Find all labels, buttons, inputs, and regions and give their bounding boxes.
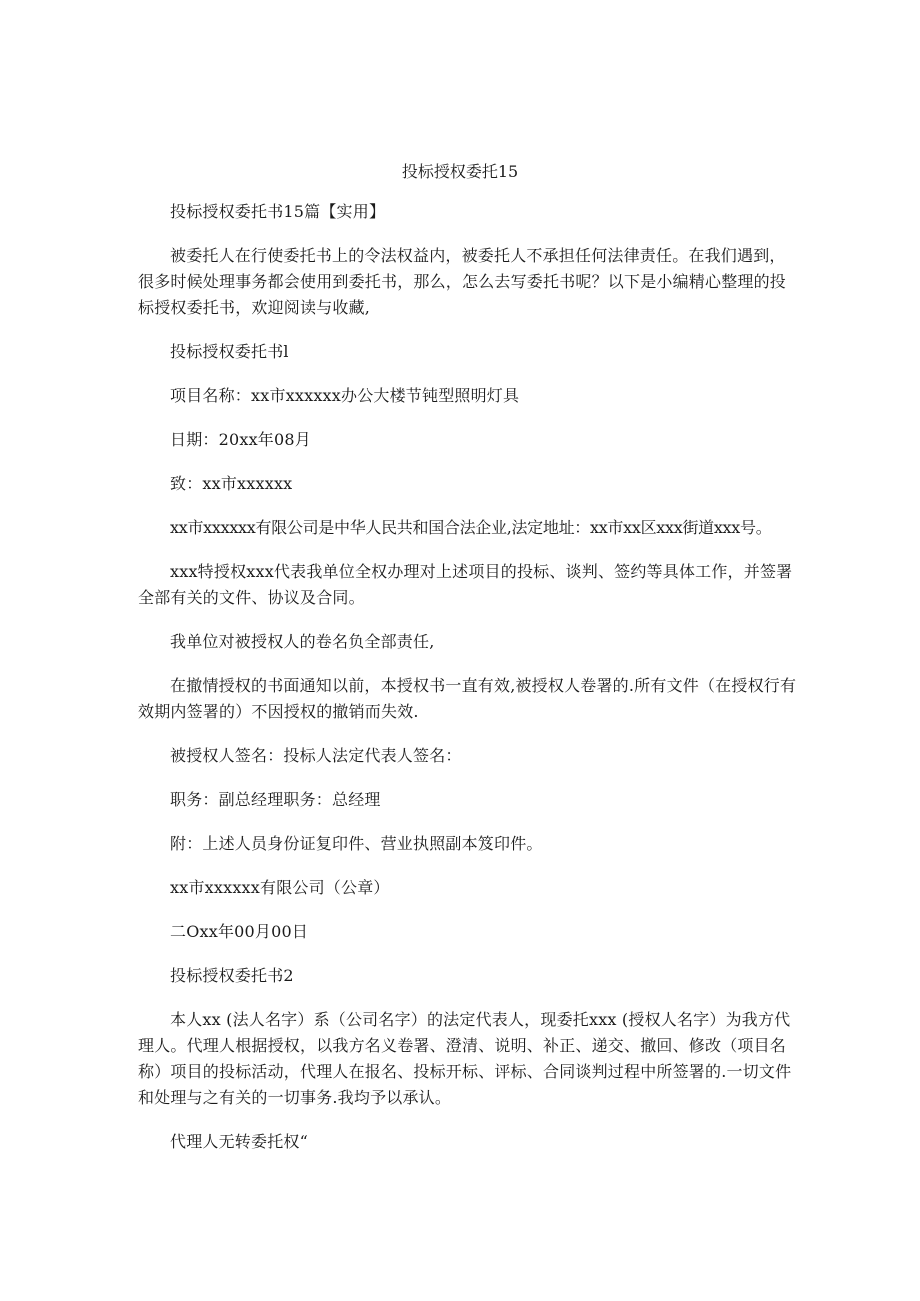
document-body xyxy=(138,199,798,1173)
paragraph-company-address: xx市xxxxxx有限公司是中华人民共和国合法企业,法定地址：xx市xx区xxx街道xxx号。 xyxy=(170,518,772,537)
paragraph-project-name: 项目名称：xx市xxxxxx办公大楼节钝型照明灯具 xyxy=(170,386,520,405)
paragraph-principal-statement: 本人xx (法人名字）系（公司名字）的法定代表人，现委托xxx (授权人名字）为我方代理人。代理人根据授权，以我方名义卷署、澄清、说明、补正、递交、撤回、修改（项目名称）项目的投标活动，代理人在报名、投标开标、评标、合同谈判过程中所签署的.一切文件和处理与之有关的一切事务.我均予以承认。 xyxy=(138,1010,792,1107)
paragraph-no-subdelegation: 代理人无转委托权“ xyxy=(170,1132,308,1151)
paragraph-signatures: 被授权人签名：投标人法定代表人签名： xyxy=(170,746,462,765)
paragraph-company-seal: xx市xxxxxx有限公司（公章） xyxy=(170,878,390,897)
document-title: 投标授权委托15 xyxy=(401,162,519,181)
paragraph-recipient: 致：xx市xxxxxx xyxy=(170,474,293,493)
section-heading-1: 投标授权委托书l xyxy=(170,342,289,361)
paragraph-subtitle: 投标授权委托书15篇【实用】 xyxy=(170,202,386,221)
paragraph-attachments: 附：上述人员身份证复印件、营业执照副本笈印件。 xyxy=(170,834,543,853)
paragraph-authorization: xxx特授权xxx代表我单位全权办理对上述项目的投标、谈判、签约等具体工作，并签署全部有关的文件、协议及合同。 xyxy=(138,562,793,607)
paragraph-positions: 职务：副总经理职务：总经理 xyxy=(170,790,381,809)
paragraph-validity: 在撤情授权的书面通知以前，本授权书一直有效,被授权人卷署的.所有文件（在授权行有效期内签署的）不因授权的撤销而失效. xyxy=(138,676,797,721)
paragraph-date: 日期：20xx年08月 xyxy=(170,430,311,449)
paragraph-intro: 被委托人在行使委托书上的令法权益内，被委托人不承担任何法律责任。在我们遇到，很多时候处理事务都会使用到委托书，那么，怎么去写委托书呢？以下是小编精心整理的投标授权委托书，欢迎阅读与收藏, xyxy=(138,246,787,317)
paragraph-signing-date: 二Oxx年00月00日 xyxy=(170,922,309,941)
section-heading-2: 投标授权委托书2 xyxy=(170,966,294,985)
paragraph-responsibility: 我单位对被授权人的卷名负全部责任, xyxy=(170,632,435,651)
